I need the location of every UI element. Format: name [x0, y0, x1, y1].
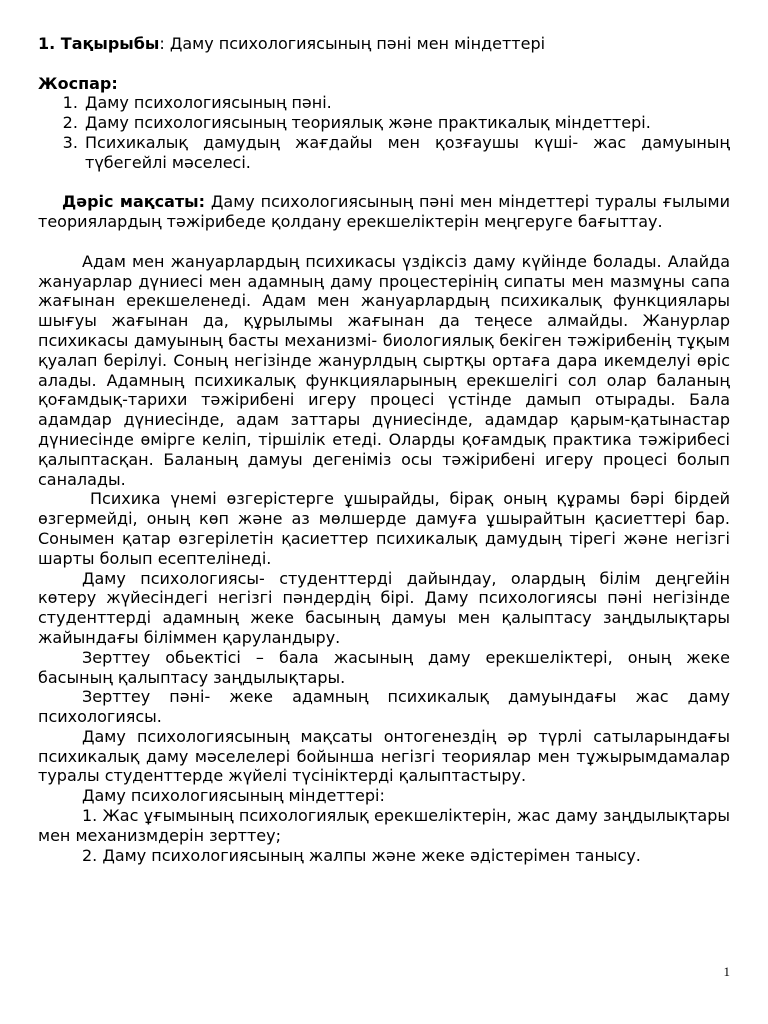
spacer: [38, 173, 730, 193]
plan-item: 2. Даму психологиясының теориялық және практикалық міндеттері.: [83, 113, 730, 133]
body-paragraph: Адам мен жануарлардың психикасы үздіксіз даму күйінде болады. Алайда жануарлар дүниесі мен адамның даму процестерінің сипаты мен мазмұны сапа жағынан ерекшеленеді. Адам мен жануарлардың психикалық функциялары шығуы жағынан да, құрылымы жағынан да теңесе алмайды. Жанурлар психикасы дамуының басты механизмі- биологиялық бекіген тәжірибенің тұқым қуалап берілуі. Соның негізінде жанурлдың сыртқы ортаға дара икемделуі өріс алады. Адамның психикалық функцияларының ерекшелігі сол олар баланың қоғамдық-тарихи тәжірибені игеру процесі үстінде дамып отырады. Бала адамдар дүниесінде, адам заттары дүниесінде, адамдар қарым-қатынастар дүниесінде өмірге келіп, тіршілік етеді. Оларды қоғамдық практика тәжірибесі қалыптасқан. Баланың дамуы дегеніміз осы тәжірибені игеру процесі болып саналады.: [38, 251, 730, 489]
task-item: 1. Жас ұғымының психологиялық ерекшеліктерін, жас даму заңдылықтары мен механизмдерін зерттеу;: [38, 806, 730, 845]
body-paragraph: Зерттеу обьектісі – бала жасының даму ерекшеліктері, оның жеке басының қалыптасу заңдылықтары.: [38, 647, 730, 687]
plan-item: 3. Психикалық дамудың жағдайы мен қозғаушы күші- жас дамуының түбегейлі мәселесі.: [83, 133, 730, 173]
spacer: [38, 232, 730, 252]
document-body: [38, 34, 730, 865]
lecture-goal: [38, 192, 730, 232]
body-paragraph: Даму психологиясының мақсаты онтогенездің әр түрлі сатыларындағы психикалық даму мәселелері бойынша негізгі теориялар мен тұжырымдамалар туралы студенттерде жүйелі түсініктерді қалыптастыру.: [38, 726, 730, 786]
body-paragraph: Зерттеу пәні- жеке адамның психикалық дамуындағы жас даму психологиясы.: [38, 687, 730, 727]
plan-heading: Жоспар:: [38, 73, 118, 93]
plan-item: 1. Даму психологиясының пәні.: [83, 93, 730, 113]
page-number: 1: [723, 964, 730, 979]
tasks-heading: Даму психологиясының міндеттері:: [82, 786, 385, 806]
lecture-title: [38, 34, 730, 54]
title-number-label: 1. Тақырыбы: [38, 34, 160, 53]
title-text: : Даму психологиясының пәні мен міндеттері: [159, 34, 546, 53]
spacer: [38, 54, 730, 74]
goal-text: Даму психологиясының пәні мен міндеттері туралы ғылыми теориялардың тәжірибеде қолдану ерекшеліктерін меңгеруге бағыттау.: [38, 192, 731, 232]
plan-list: [38, 93, 730, 172]
body-paragraph: Даму психологиясы- студенттерді дайындау, олардың білім деңгейін көтеру жүйесіндегі негізгі пәндердің бірі. Даму психологиясы пәні негізінде студенттерді адамның жеке басының дамуы мен қалыптасу заңдылықтары жайындағы біліммен қаруландыру.: [38, 568, 730, 647]
task-item: 2. Даму психологиясының жалпы және жеке әдістерімен танысу.: [82, 845, 641, 865]
body-paragraph: Психика үнемі өзгерістерге ұшырайды, бірақ оның құрамы бәрі бірдей өзгермейді, оның көп және аз мөлшерде дамуға ұшырайтын қасиеттері бар. Сонымен қатар өзгерілетін қасиеттер психикалық дамудың тірегі және негізгі шарты болып есептелінеді.: [38, 489, 730, 568]
goal-label: Дәріс мақсаты:: [62, 192, 206, 212]
